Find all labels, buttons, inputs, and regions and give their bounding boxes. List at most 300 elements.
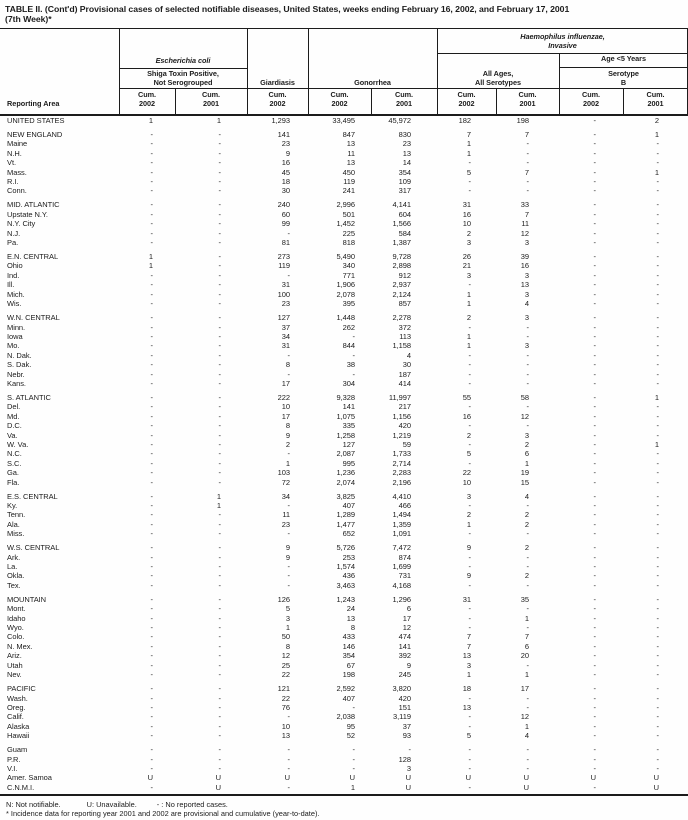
cell: -	[656, 139, 659, 149]
cell: 7	[466, 632, 471, 642]
cell: 8	[285, 641, 290, 651]
cell: -	[526, 350, 529, 360]
cell: 17	[520, 684, 529, 694]
cell: U	[405, 782, 411, 792]
row-label: UNITED STATES	[7, 116, 65, 125]
cell: 3,825	[336, 491, 355, 501]
cell: -	[150, 411, 153, 421]
cell: -	[526, 702, 529, 712]
cell: -	[150, 369, 153, 379]
cell: 26	[462, 252, 471, 262]
cell: -	[468, 763, 471, 773]
row-label: Mich.	[7, 289, 25, 299]
cell: -	[352, 754, 355, 764]
cell: 30	[402, 360, 411, 370]
cell: -	[150, 510, 153, 520]
cell: 304	[342, 378, 355, 388]
cell: 38	[346, 360, 355, 370]
table-body	[0, 116, 688, 792]
table-header	[0, 28, 688, 116]
cell: -	[218, 139, 221, 149]
cell: -	[656, 632, 659, 642]
col-group-ecoli: Escherichia coli	[155, 56, 211, 65]
table-row	[0, 252, 688, 261]
cell: 3	[285, 613, 290, 623]
cell: -	[593, 702, 596, 712]
cell: 2	[524, 519, 529, 529]
cell: -	[218, 439, 221, 449]
cell: -	[593, 491, 596, 501]
cell: -	[656, 660, 659, 670]
cell: -	[150, 571, 153, 581]
cell: 95	[346, 721, 355, 731]
cell: -	[218, 378, 221, 388]
table-row	[0, 571, 688, 580]
cell: -	[468, 745, 471, 755]
cell: -	[218, 754, 221, 764]
cell: 10	[281, 721, 290, 731]
row-label: Ind.	[7, 270, 20, 280]
cell: -	[593, 421, 596, 431]
row-label: Tenn.	[7, 510, 26, 520]
cell: -	[150, 693, 153, 703]
cell: 16	[462, 209, 471, 219]
row-label: Miss.	[7, 529, 25, 539]
cell: 1,293	[271, 116, 290, 125]
cell: 3,119	[393, 712, 411, 722]
cell: -	[218, 693, 221, 703]
cell: -	[526, 322, 529, 332]
cell: -	[526, 139, 529, 149]
cell: -	[526, 745, 529, 755]
cell: 2	[466, 430, 471, 440]
cell: -	[656, 745, 659, 755]
cell: U	[215, 782, 221, 792]
table-row	[0, 661, 688, 670]
table-row	[0, 341, 688, 350]
cell: -	[468, 623, 471, 633]
cell: 20	[520, 651, 529, 661]
cell: 1,156	[392, 411, 411, 421]
cell: -	[150, 177, 153, 187]
cell: 23	[281, 519, 290, 529]
cell: 23	[281, 139, 290, 149]
table-row	[0, 323, 688, 332]
cum-label: Cum.	[518, 90, 537, 99]
cell: -	[593, 712, 596, 722]
cell: 9	[285, 552, 290, 562]
cell: U	[284, 773, 290, 783]
cell: U	[523, 773, 529, 783]
row-label: NEW ENGLAND	[7, 130, 63, 139]
cell: 6	[524, 641, 529, 651]
cum-year: 2002	[582, 98, 600, 108]
cell: -	[593, 200, 596, 210]
cell: -	[656, 731, 659, 741]
cell: -	[656, 693, 659, 703]
cell: -	[150, 519, 153, 529]
cell: -	[656, 299, 659, 309]
row-label: Minn.	[7, 322, 26, 332]
cell: -	[468, 439, 471, 449]
cell: -	[593, 261, 596, 271]
row-label: Ariz.	[7, 651, 22, 661]
cell: -	[218, 562, 221, 572]
cell: -	[150, 594, 153, 604]
cell: 1,566	[392, 219, 411, 229]
row-label: Calif.	[7, 712, 24, 722]
row-label: Nebr.	[7, 369, 25, 379]
cell: 187	[398, 369, 411, 379]
cell: -	[593, 350, 596, 360]
table-row	[0, 501, 688, 510]
cell: -	[593, 148, 596, 158]
cell: -	[287, 562, 290, 572]
cell: 2,283	[392, 468, 411, 478]
cell: -	[287, 529, 290, 539]
cell: 8	[350, 623, 355, 633]
cell: 9	[285, 430, 290, 440]
cell: 335	[342, 421, 355, 431]
table-row	[0, 694, 688, 703]
cell: 13	[462, 651, 471, 661]
cell: -	[218, 604, 221, 614]
cell: -	[150, 670, 153, 680]
cell: 24	[346, 604, 355, 614]
table-row	[0, 468, 688, 477]
cell: -	[468, 458, 471, 468]
cell: 1	[654, 130, 659, 139]
cell: -	[218, 468, 221, 478]
table-row	[0, 271, 688, 280]
cell: 7	[466, 130, 471, 139]
cell: 16	[462, 411, 471, 421]
cell: 874	[398, 552, 411, 562]
cell: -	[656, 270, 659, 280]
cell: U	[653, 773, 659, 783]
cell: 584	[398, 228, 411, 238]
cell: -	[218, 684, 221, 694]
table-row	[0, 623, 688, 632]
cell: -	[150, 289, 153, 299]
table-title-line2: (7th Week)*	[5, 13, 52, 24]
cell: -	[656, 158, 659, 168]
cell: -	[150, 238, 153, 248]
cell: 450	[342, 167, 355, 177]
cell: -	[468, 360, 471, 370]
cell: -	[526, 186, 529, 196]
cell: -	[468, 712, 471, 722]
cell: 1,158	[392, 341, 411, 351]
cell: 1,699	[392, 562, 411, 572]
cell: 13	[346, 613, 355, 623]
col-group-all-ages-line2: All Serotypes	[475, 77, 521, 87]
cell: 1,477	[336, 519, 355, 529]
cell: -	[593, 731, 596, 741]
cell: 9,728	[392, 252, 411, 262]
table-row	[0, 764, 688, 773]
cell: -	[593, 331, 596, 341]
cell: 1,733	[392, 449, 411, 459]
row-label: Kans.	[7, 378, 26, 388]
row-label: PACIFIC	[7, 684, 36, 694]
cell: -	[150, 604, 153, 614]
cell: -	[593, 313, 596, 323]
row-label: W. Va.	[7, 439, 29, 449]
cell: 127	[277, 313, 290, 323]
cell: 3,820	[392, 684, 411, 694]
table-row	[0, 313, 688, 322]
cell: -	[352, 331, 355, 341]
cell: -	[656, 411, 659, 421]
row-label: Va.	[7, 430, 18, 440]
table-row	[0, 684, 688, 693]
cell: 245	[398, 670, 411, 680]
cell: -	[218, 158, 221, 168]
cell: 7	[524, 130, 529, 139]
cell: -	[656, 331, 659, 341]
cell: -	[150, 228, 153, 238]
row-label: Mo.	[7, 341, 20, 351]
cell: 1	[216, 116, 221, 125]
cell: -	[218, 543, 221, 553]
row-label: Vt.	[7, 158, 17, 168]
row-label: Guam	[7, 745, 28, 755]
row-label: Nev.	[7, 670, 22, 680]
cell: 12	[520, 228, 529, 238]
table-row	[0, 360, 688, 369]
cell: 1	[524, 613, 529, 623]
cell: 59	[402, 439, 411, 449]
cell: 3	[466, 660, 471, 670]
cell: -	[150, 449, 153, 459]
table-bottom-rule	[0, 794, 688, 796]
cell: 436	[342, 571, 355, 581]
cell: U	[523, 782, 529, 792]
cell: 17	[281, 378, 290, 388]
cell: -	[352, 763, 355, 773]
cell: -	[468, 378, 471, 388]
cell: -	[150, 782, 153, 792]
cell: 9	[285, 148, 290, 158]
row-label: Upstate N.Y.	[7, 209, 48, 219]
table-row	[0, 731, 688, 740]
cell: -	[656, 670, 659, 680]
column-header-cum-2002	[559, 91, 623, 108]
cell: 7	[524, 167, 529, 177]
cell: 34	[281, 491, 290, 501]
row-label: S.C.	[7, 458, 22, 468]
cell: 2	[285, 439, 290, 449]
cell: -	[526, 369, 529, 379]
cell: 5	[466, 449, 471, 459]
col-group-hinfluenzae-line2: Invasive	[548, 40, 577, 50]
cell: 9	[406, 660, 411, 670]
table-row	[0, 755, 688, 764]
cell: 5,726	[336, 543, 355, 553]
cell: 1	[524, 458, 529, 468]
cell: 1,296	[392, 594, 411, 604]
cell: 103	[277, 468, 290, 478]
cell: -	[526, 177, 529, 187]
cum-label: Cum.	[137, 90, 157, 99]
cell: -	[287, 501, 290, 510]
cum-year: 2002	[269, 98, 286, 108]
cell: -	[526, 660, 529, 670]
cell: U	[590, 773, 596, 783]
cell: -	[150, 341, 153, 351]
cell: -	[593, 580, 596, 590]
cell: 2,124	[392, 289, 411, 299]
cell: 1	[148, 261, 153, 271]
cell: -	[287, 712, 290, 722]
cell: 414	[398, 378, 411, 388]
cell: -	[218, 731, 221, 741]
cell: 1	[466, 341, 471, 351]
col-group-age-under5: Age <5 Years	[601, 54, 646, 63]
table-row	[0, 520, 688, 529]
cell: 21	[462, 261, 471, 271]
cell: -	[593, 402, 596, 412]
cell: 1	[524, 721, 529, 731]
cell: -	[593, 458, 596, 468]
cell: -	[656, 280, 659, 290]
cell: -	[468, 782, 471, 792]
cell: -	[287, 745, 290, 755]
cell: 16	[520, 261, 529, 271]
cell: -	[526, 501, 529, 510]
cell: -	[150, 350, 153, 360]
cell: 354	[342, 651, 355, 661]
column-header-cum-2002	[437, 91, 496, 108]
row-label: MOUNTAIN	[7, 594, 47, 604]
cell: -	[150, 641, 153, 651]
cell: -	[287, 763, 290, 773]
table-row	[0, 200, 688, 209]
table-row	[0, 421, 688, 430]
cell: -	[218, 322, 221, 332]
cell: 13	[346, 139, 355, 149]
cell: -	[150, 702, 153, 712]
cell: -	[593, 219, 596, 229]
cell: 15	[520, 477, 529, 487]
cell: 1	[654, 167, 659, 177]
cell: -	[218, 510, 221, 520]
cell: 121	[277, 684, 290, 694]
cell: -	[468, 501, 471, 510]
cell: -	[150, 712, 153, 722]
row-label: C.N.M.I.	[7, 782, 35, 792]
cell: -	[656, 177, 659, 187]
cell: 995	[342, 458, 355, 468]
cell: -	[593, 571, 596, 581]
cell: 2	[654, 116, 659, 125]
cell: -	[526, 604, 529, 614]
cell: -	[218, 289, 221, 299]
cell: 241	[342, 186, 355, 196]
cell: -	[218, 641, 221, 651]
cell: U	[215, 773, 221, 783]
cell: -	[150, 402, 153, 412]
cell: 1	[148, 116, 153, 125]
row-label: D.C.	[7, 421, 22, 431]
row-label: N.J.	[7, 228, 21, 238]
cell: 1,452	[336, 219, 355, 229]
cell: -	[150, 421, 153, 431]
cell: 1	[216, 491, 221, 501]
cell: 19	[520, 468, 529, 478]
cell: -	[656, 402, 659, 412]
cell: -	[150, 458, 153, 468]
table-row	[0, 553, 688, 562]
cell: -	[218, 252, 221, 262]
cell: -	[593, 763, 596, 773]
cell: 1,906	[336, 280, 355, 290]
cell: -	[218, 430, 221, 440]
cell: -	[593, 641, 596, 651]
cell: -	[150, 552, 153, 562]
col-group-serotype-b-line2: B	[620, 77, 627, 87]
cell: 1	[654, 392, 659, 402]
table-row	[0, 604, 688, 613]
row-label: Mont.	[7, 604, 26, 614]
cell: 3	[466, 491, 471, 501]
cum-label: Cum.	[330, 90, 349, 99]
cell: 433	[342, 632, 355, 642]
cell: 1,219	[392, 430, 411, 440]
cell: -	[656, 186, 659, 196]
cell: 93	[402, 731, 411, 741]
cell: 81	[281, 238, 290, 248]
cell: -	[656, 209, 659, 219]
footnotes	[6, 800, 686, 818]
footnote-unavailable: U: Unavailable.	[86, 800, 137, 809]
cell: 100	[277, 289, 290, 299]
cell: -	[656, 468, 659, 478]
cell: -	[287, 571, 290, 581]
cell: -	[526, 529, 529, 539]
cum-label: Cum.	[581, 90, 601, 99]
cell: -	[468, 402, 471, 412]
cell: 217	[398, 402, 411, 412]
cum-year: 2001	[647, 98, 664, 108]
cell: -	[656, 228, 659, 238]
cell: -	[150, 745, 153, 755]
cell: -	[218, 392, 221, 402]
cell: 3	[466, 238, 471, 248]
cell: -	[218, 238, 221, 248]
cell: -	[218, 341, 221, 351]
cell: 182	[458, 116, 471, 125]
cell: -	[593, 139, 596, 149]
cell: 1,236	[336, 468, 355, 478]
cell: -	[218, 421, 221, 431]
table-row	[0, 238, 688, 247]
cell: -	[593, 594, 596, 604]
cell: -	[656, 360, 659, 370]
cell: -	[593, 632, 596, 642]
cell: 31	[462, 594, 471, 604]
cell: 18	[281, 177, 290, 187]
table-row	[0, 116, 688, 125]
cell: -	[287, 580, 290, 590]
table-row	[0, 562, 688, 571]
cum-label: Cum.	[201, 90, 221, 99]
cum-year: 2001	[519, 98, 536, 108]
cell: 2,714	[392, 458, 411, 468]
cell: 6	[406, 604, 411, 614]
cell: -	[656, 501, 659, 510]
